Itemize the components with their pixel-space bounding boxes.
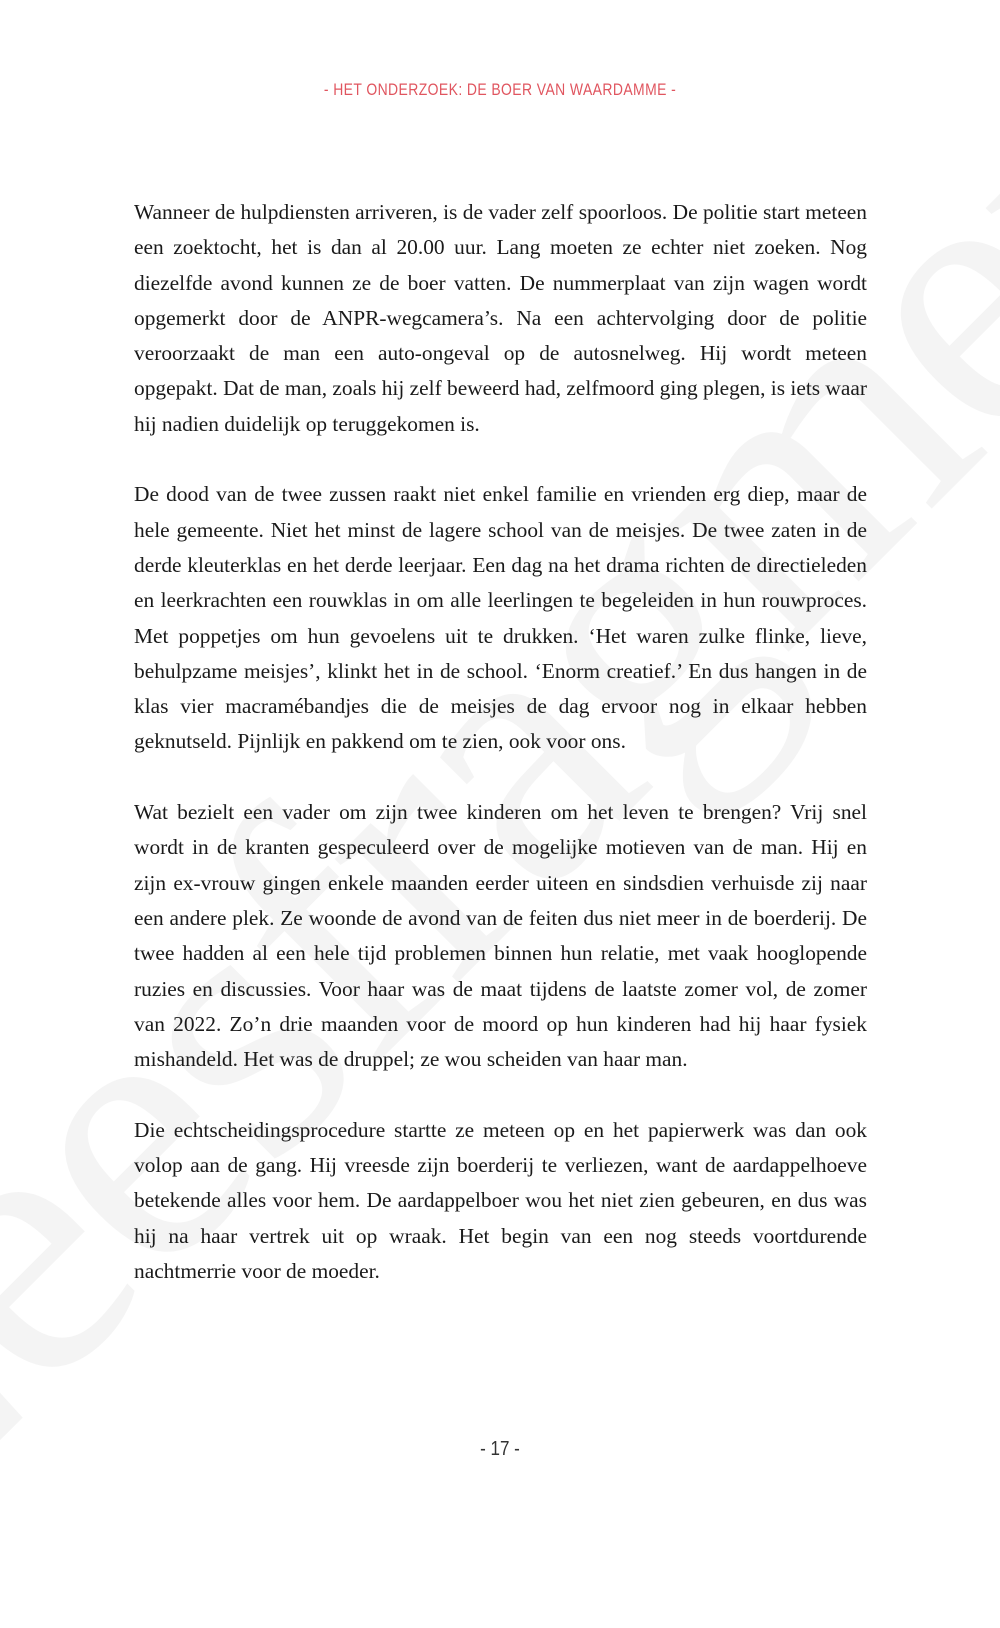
page-number: - 17 - bbox=[480, 1438, 520, 1460]
body-text bbox=[134, 195, 867, 1325]
paragraph-1: Wanneer de hulpdiensten arriveren, is de vader zelf spoorloos. De politie start meteen een zoektocht, het is dan al 20.00 uur. Lang moeten ze echter niet zoeken. Nog diezelfde avond kunnen ze de boer vatten. De nummerplaat van zijn wagen wordt opgemerkt door de ANPR-wegcamera’s. Na een achtervolging door de politie veroorzaakt de man een auto-ongeval op de autosnelweg. Hij wordt meteen opgepakt. Dat de man, zoals hij zelf beweerd had, zelfmoord ging plegen, is iets waar hij nadien duidelijk op teruggekomen is. bbox=[134, 200, 867, 436]
paragraph-4: Die echtscheidingsprocedure startte ze meteen op en het papierwerk was dan ook volop aan de gang. Hij vreesde zijn boerderij te verliezen, want de aardappelhoeve betekende alles voor hem. De aardappelboer wou het niet zien gebeuren, en dus was hij na haar vertrek uit op wraak. Het begin van een nog steeds voortdurende nachtmerrie voor de moeder. bbox=[134, 1117, 867, 1283]
paragraph-2: De dood van de twee zussen raakt niet enkel familie en vrienden erg diep, maar de hele gemeente. Niet het minst de lagere school van de meisjes. De twee zaten in de derde kleuterklas en het derde leerjaar. Een dag na het drama richten de directieleden en leerkrachten een rouwklas in om alle leerlingen te begeleiden in hun rouwproces. Met poppetjes om hun gevoelens uit te drukken. ‘Het waren zulke flinke, lieve, behulpzame meisjes’, klinkt het in de school. ‘Enorm creatief.’ En dus hangen in de klas vier macramébandjes die de meisjes de dag ervoor nog in elkaar hebben geknutseld. Pijnlijk en pakkend om te zien, ook voor ons. bbox=[134, 482, 867, 754]
running-header: - HET ONDERZOEK: DE BOER VAN WAARDAMME - bbox=[323, 80, 677, 99]
paragraph-3: Wat bezielt een vader om zijn twee kinderen om het leven te brengen? Vrij snel wordt in de kranten gespeculeerd over de mogelijke motieven van de man. Hij en zijn ex-vrouw gingen enkele maanden eerder uiteen en sindsdien verhuisde zij naar een andere plek. Ze woonde de avond van de feiten dus niet meer in de boerderij. De twee hadden al een hele tijd problemen binnen hun relatie, met vaak hooglopende ruzies en discussies. Voor haar was de maat tijdens de laatste zomer vol, de zomer van 2022. Zo’n drie maanden voor de moord op hun kinderen had hij haar fysiek mishandeld. Het was de druppel; ze wou scheiden van haar man. bbox=[134, 800, 867, 1072]
